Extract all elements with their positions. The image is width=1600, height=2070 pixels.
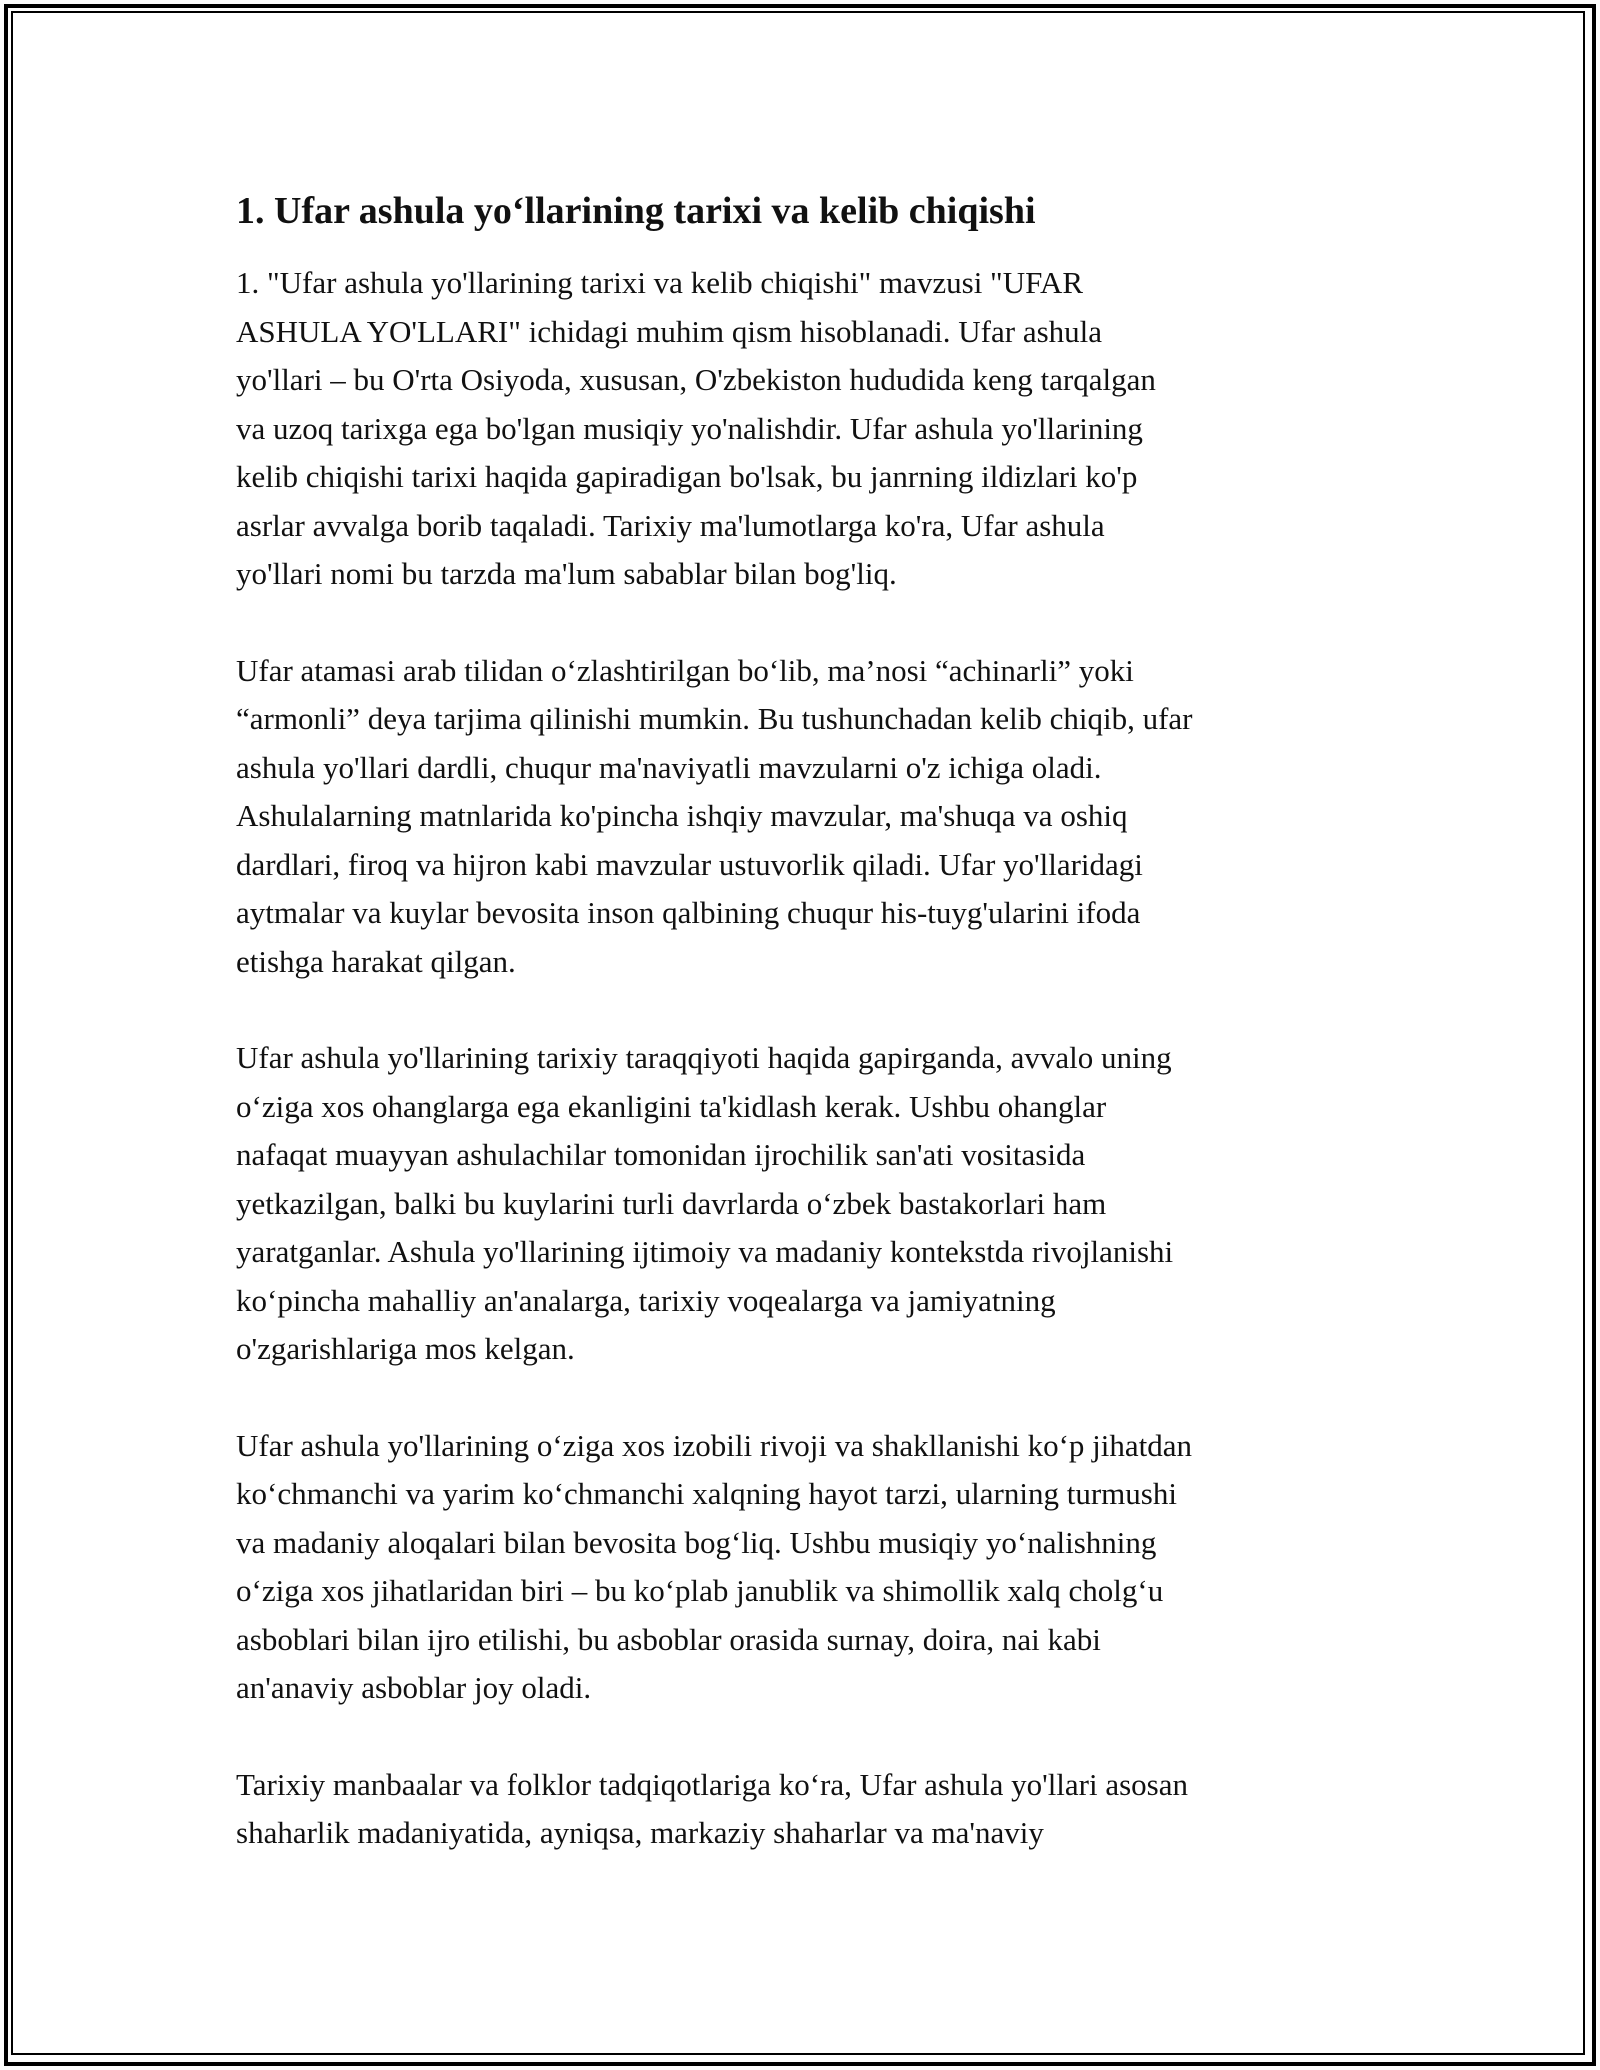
paragraph-line: ASHULA YO'LLARI" ichidagi muhim qism hisoblanadi. Ufar ashula <box>236 313 1103 349</box>
paragraph-line: yetkazilgan, balki bu kuylarini turli davrlarda o‘zbek bastakorlari ham <box>236 1185 1107 1221</box>
paragraph-line: va uzoq tarixga ega bo'lgan musiqiy yo'nalishdir. Ufar ashula yo'llarining <box>236 410 1143 446</box>
paragraph-line: nafaqat muayyan ashulachilar tomonidan ijrochilik san'ati vositasida <box>236 1137 1086 1172</box>
section-title: 1. Ufar ashula yo‘llarining tarixi va kelib chiqishi <box>236 190 1036 232</box>
paragraph-4 <box>236 1422 1376 1713</box>
paragraph-line: 1. "Ufar ashula yo'llarining tarixi va kelib chiqishi" mavzusi "UFAR <box>236 265 1084 300</box>
paragraph-line: Ufar ashula yo'llarining tarixiy taraqqiyoti haqida gapirganda, avvalo uning <box>236 1040 1172 1075</box>
paragraph-line: Ashulalarning matnlarida ko'pincha ishqiy mavzular, ma'shuqa va oshiq <box>236 798 1128 833</box>
paragraph-line: ashula yo'llari dardli, chuqur ma'naviyatli mavzularni o'z ichiga oladi. <box>236 749 1102 785</box>
paragraph-5 <box>236 1761 1376 1858</box>
paragraph-line: Tarixiy manbaalar va folklor tadqiqotlariga ko‘ra, Ufar ashula yo'llari asosan <box>236 1766 1189 1802</box>
paragraph-line: Ufar atamasi arab tilidan o‘zlashtirilgan bo‘lib, ma’nosi “achinarli” yoki <box>236 652 1134 688</box>
paragraph-line: o‘ziga xos jihatlaridan biri – bu ko‘plab janublik va shimollik xalq cholg‘u <box>236 1573 1164 1608</box>
document-content <box>236 185 1376 1906</box>
paragraph-line: kelib chiqishi tarixi haqida gapiradigan bo'lsak, bu janrning ildizlari ko'p <box>236 459 1138 494</box>
paragraph-line: an'anaviy asboblar joy oladi. <box>236 1670 592 1705</box>
paragraph-line: dardlari, firoq va hijron kabi mavzular ustuvorlik qiladi. Ufar yo'llaridagi <box>236 846 1143 882</box>
paragraph-line: va madaniy aloqalari bilan bevosita bog‘liq. Ushbu musiqiy yo‘nalishning <box>236 1524 1157 1560</box>
paragraph-1 <box>236 259 1376 599</box>
paragraph-line: o‘ziga xos ohanglarga ega ekanligini ta'kidlash kerak. Ushbu ohanglar <box>236 1088 1107 1124</box>
paragraph-line: asboblari bilan ijro etilishi, bu asboblar orasida surnay, doira, nai kabi <box>236 1621 1101 1657</box>
paragraph-line: etishga harakat qilgan. <box>236 943 516 979</box>
paragraph-line: “armonli” deya tarjima qilinishi mumkin. Bu tushunchadan kelib chiqib, ufar <box>236 701 1193 736</box>
paragraph-line: o'zgarishlariga mos kelgan. <box>236 1331 575 1366</box>
paragraph-line: yo'llari nomi bu tarzda ma'lum sabablar bilan bog'liq. <box>236 556 897 591</box>
paragraph-line: yaratganlar. Ashula yo'llarining ijtimoiy va madaniy kontekstda rivojlanishi <box>236 1234 1174 1269</box>
paragraph-line: ko‘chmanchi va yarim ko‘chmanchi xalqning hayot tarzi, ularning turmushi <box>236 1476 1177 1511</box>
paragraph-line: yo'llari – bu O'rta Osiyoda, xususan, O'zbekiston hududida keng tarqalgan <box>236 362 1156 397</box>
paragraph-line: Ufar ashula yo'llarining o‘ziga xos izobili rivoji va shakllanishi ko‘p jihatdan <box>236 1427 1193 1463</box>
paragraph-2 <box>236 647 1376 987</box>
paragraph-line: shaharlik madaniyatida, ayniqsa, markaziy shaharlar va ma'naviy <box>236 1815 1044 1850</box>
paragraph-line: ko‘pincha mahalliy an'analarga, tarixiy voqealarga va jamiyatning <box>236 1282 1056 1318</box>
paragraph-line: aytmalar va kuylar bevosita inson qalbining chuqur his-tuyg'ularini ifoda <box>236 895 1141 930</box>
paragraph-3 <box>236 1034 1376 1374</box>
paragraph-line: asrlar avvalga borib taqaladi. Tarixiy ma'lumotlarga ko'ra, Ufar ashula <box>236 507 1105 543</box>
